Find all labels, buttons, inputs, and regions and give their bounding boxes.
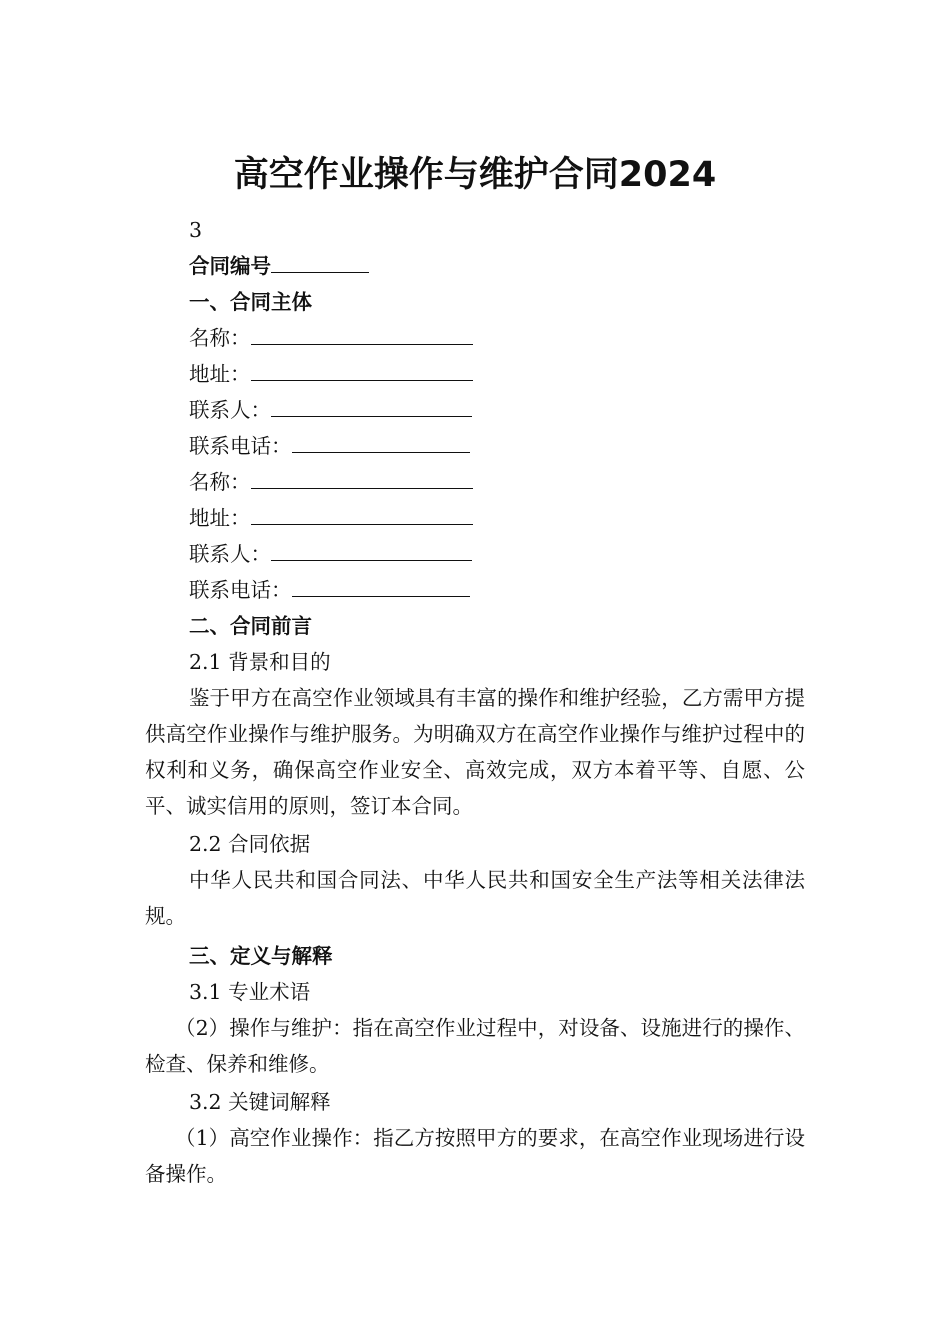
party-b-phone-line — [189, 572, 470, 608]
section2-1-heading: 2.1 背景和目的 — [189, 650, 331, 674]
party-a-contact-line — [189, 392, 472, 428]
section1-heading: 一、合同主体 — [189, 290, 312, 314]
section2-1-body: 鉴于甲方在高空作业领域具有丰富的操作和维护经验，乙方需甲方提供高空作业操作与维护服务。为明确双方在高空作业操作与维护过程中的权利和义务，确保高空作业安全、高效完成，双方本着平等、自愿、公平、诚实信用的原则，签订本合同。 — [145, 686, 805, 818]
section3-1-body: （2）操作与维护：指在高空作业过程中，对设备、设施进行的操作、检查、保养和维修。 — [145, 1016, 805, 1076]
party-a-contact-label: 联系人： — [189, 398, 271, 422]
party-a-phone-line — [189, 428, 470, 464]
party-b-contact-label: 联系人： — [189, 542, 271, 566]
page-number: 3 — [189, 218, 203, 242]
party-a-name-line — [189, 320, 473, 356]
party-a-address-blank — [251, 360, 473, 381]
party-b-phone-label: 联系电话： — [189, 578, 292, 602]
party-a-address-line — [189, 356, 473, 392]
section2-2-body: 中华人民共和国合同法、中华人民共和国安全生产法等相关法律法规。 — [145, 868, 805, 928]
party-b-address-line — [189, 500, 473, 536]
contract-number-label: 合同编号 — [189, 254, 271, 278]
party-a-address-label: 地址： — [189, 362, 251, 386]
section3-1-heading: 3.1 专业术语 — [189, 980, 311, 1004]
party-b-phone-blank — [292, 576, 470, 597]
party-b-address-label: 地址： — [189, 506, 251, 530]
party-a-name-blank — [251, 324, 473, 345]
party-b-name-line — [189, 464, 473, 500]
section2-heading: 二、合同前言 — [189, 614, 312, 638]
section2-2-heading: 2.2 合同依据 — [189, 832, 311, 856]
party-b-contact-line — [189, 536, 472, 572]
party-b-address-blank — [251, 504, 473, 525]
contract-number-blank — [271, 252, 369, 273]
document-title: 高空作业操作与维护合同2024 — [233, 155, 717, 195]
party-a-contact-blank — [271, 396, 472, 417]
party-b-name-label: 名称： — [189, 470, 251, 494]
party-a-name-label: 名称： — [189, 326, 251, 350]
contract-number-line — [189, 248, 369, 284]
section3-heading: 三、定义与解释 — [189, 944, 333, 968]
party-a-phone-blank — [292, 432, 470, 453]
section3-2-body: （1）高空作业操作：指乙方按照甲方的要求，在高空作业现场进行设备操作。 — [145, 1126, 805, 1186]
section3-2-heading: 3.2 关键词解释 — [189, 1090, 331, 1114]
party-b-name-blank — [251, 468, 473, 489]
party-a-phone-label: 联系电话： — [189, 434, 292, 458]
party-b-contact-blank — [271, 540, 472, 561]
